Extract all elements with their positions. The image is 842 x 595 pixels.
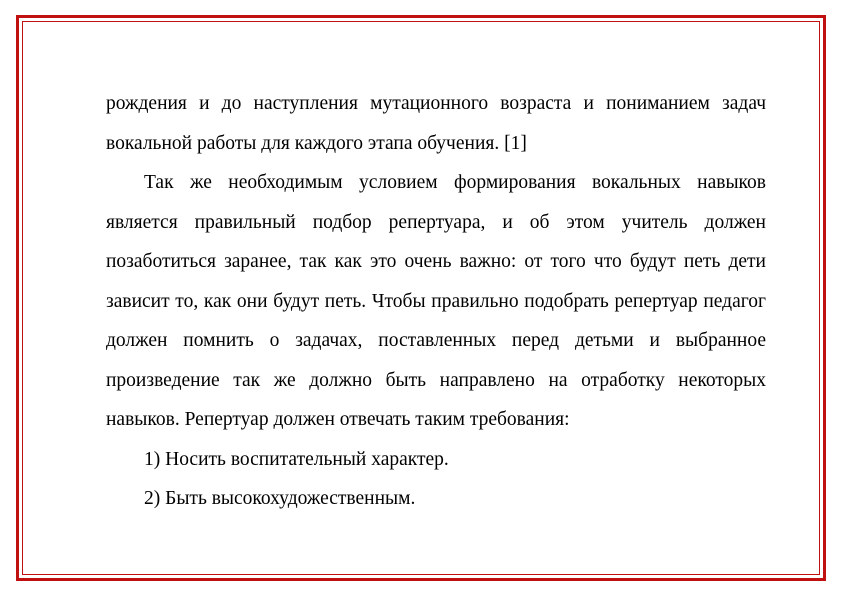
paragraph-repertoire: Так же необходимым условием формирования вокальных навыков является правильный подбор репертуара, и об этом учитель должен позаботиться заранее, так как это очень важно: от того что будут петь дети зависит то, как они будут петь. Чтобы правильно подобрать репертуар педагог должен помнить о задачах, поставленных перед детьми и выбранное произведение так же должно быть направлено на отработку некоторых навыков. Репертуар должен отвечать таким требования: [106,172,766,430]
list-item-2: 2) Быть высокохудожественным. [144,488,416,509]
list-item-1: 1) Носить воспитательный характер. [144,448,449,470]
document-body [106,84,766,519]
paragraph-continuation: рождения и до наступления мутационного возраста и пониманием задач вокальной работы для каждого этапа обучения. [1] [106,93,766,154]
